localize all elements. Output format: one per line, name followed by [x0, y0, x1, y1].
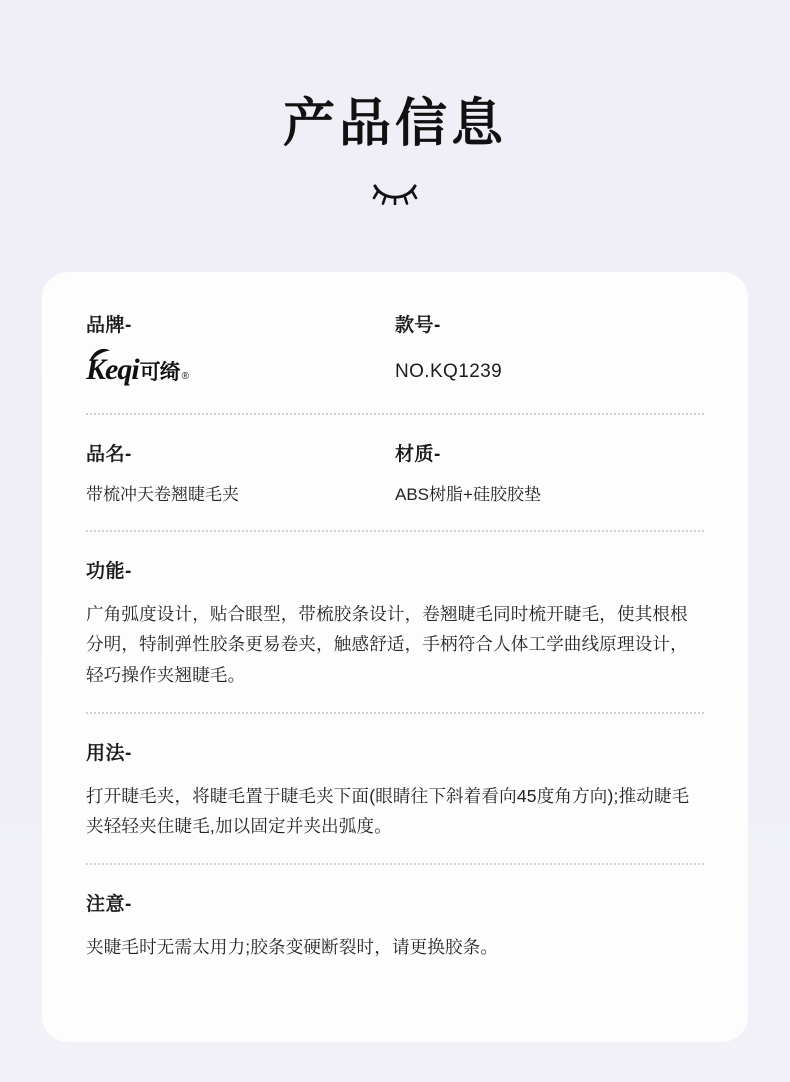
product-name-label: 品名- [86, 444, 132, 465]
model-label: 款号- [395, 315, 441, 336]
brand-swoosh-icon [89, 347, 111, 363]
brand-logo [86, 353, 395, 391]
notice-text: 夹睫毛时无需太用力;胶条变硬断裂时，请更换胶条。 [86, 936, 499, 957]
usage-section [86, 714, 704, 863]
usage-label: 用法- [86, 742, 132, 764]
brand-latin: Keqi [86, 353, 139, 386]
usage-text: 打开睫毛夹，将睫毛置于睫毛夹下面(眼睛往下斜着看向45度角方向);推动睫毛夹轻轻夹住睫毛,加以固定并夹出弧度。 [86, 785, 690, 836]
function-text: 广角弧度设计，贴合眼型，带梳胶条设计，卷翘睫毛同时梳开睫毛，使其根根分明，特制弹性胶条更易卷夹，触感舒适，手柄符合人体工学曲线原理设计，轻巧操作夹翘睫毛。 [86, 604, 688, 685]
brand-chinese: 可绮 [139, 361, 180, 384]
product-name-value: 带梳冲天卷翘睫毛夹 [86, 485, 239, 504]
eyelash-icon [0, 179, 790, 209]
brand-field [86, 310, 395, 391]
brand-model-row [86, 306, 704, 413]
notice-label: 注意- [86, 893, 132, 915]
material-label: 材质- [395, 444, 441, 465]
model-field [395, 310, 704, 391]
name-material-row [86, 415, 704, 530]
function-label: 功能- [86, 561, 132, 583]
material-field [395, 439, 704, 508]
model-value: NO.KQ1239 [395, 361, 503, 382]
material-value: ABS树脂+硅胶胶垫 [395, 485, 541, 504]
product-info-card [42, 272, 748, 1042]
brand-label: 品牌- [86, 315, 132, 336]
function-section [86, 532, 704, 711]
brand-registered-mark: ® [181, 371, 190, 382]
page-title: 产品信息 [282, 95, 507, 153]
product-name-field [86, 439, 395, 508]
brand-logo-mark [86, 353, 139, 387]
notice-section [86, 865, 704, 984]
